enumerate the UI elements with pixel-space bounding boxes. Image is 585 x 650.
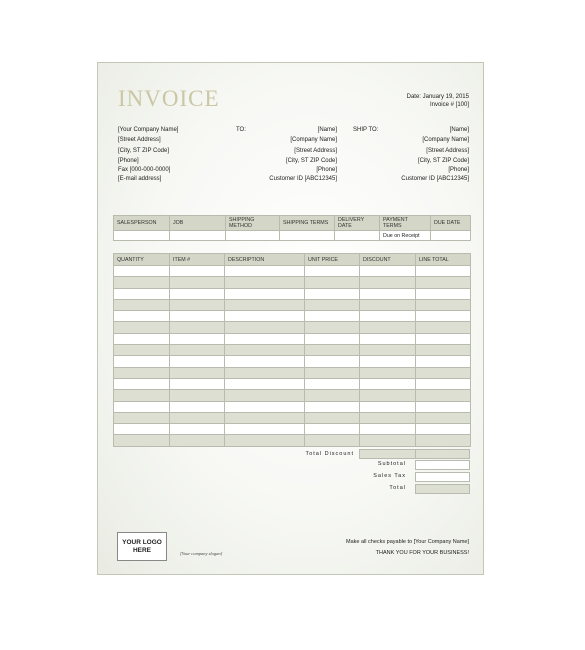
ship-to-company: [Company Name] xyxy=(422,137,469,143)
from-city: [City, ST ZIP Code] xyxy=(118,148,170,154)
total-discount-label: Total Discount xyxy=(305,451,354,457)
to-city: [City, ST ZIP Code] xyxy=(285,158,337,164)
table-row[interactable] xyxy=(114,299,471,310)
sales-tax-field[interactable] xyxy=(415,472,470,482)
to-name: [Name] xyxy=(317,127,337,133)
to-customer-id: Customer ID [ABC12345] xyxy=(269,176,337,182)
header-quantity: QUANTITY xyxy=(114,254,170,266)
to-phone: [Phone] xyxy=(316,167,337,173)
table-row[interactable] xyxy=(114,390,471,401)
header-description: DESCRIPTION xyxy=(225,254,305,266)
total-label: Total xyxy=(389,485,406,491)
to-company: [Company Name] xyxy=(290,137,337,143)
total-field[interactable] xyxy=(415,484,470,494)
header-salesperson: SALESPERSON xyxy=(114,216,170,231)
header-shipping-method: SHIPPING METHOD xyxy=(226,216,280,231)
table-row[interactable] xyxy=(114,367,471,378)
header-payment-terms: PAYMENT TERMS xyxy=(380,216,431,231)
header-line-total: LINE TOTAL xyxy=(416,254,471,266)
table-row[interactable] xyxy=(114,356,471,367)
order-info-table xyxy=(113,215,471,241)
table-row[interactable] xyxy=(114,378,471,389)
header-item-number: ITEM # xyxy=(170,254,225,266)
from-fax: Fax [000-000-0000] xyxy=(118,167,171,173)
invoice-date: Date: January 19, 2015 xyxy=(406,94,469,100)
table-row[interactable] xyxy=(114,266,471,277)
from-company-name: [Your Company Name] xyxy=(118,127,179,133)
ship-to-phone: [Phone] xyxy=(448,167,469,173)
ship-to-city: [City, ST ZIP Code] xyxy=(417,158,469,164)
table-row[interactable] xyxy=(114,345,471,356)
table-row[interactable] xyxy=(114,424,471,435)
header-unit-price: UNIT PRICE xyxy=(305,254,360,266)
table-row[interactable] xyxy=(114,333,471,344)
header-delivery-date: DELIVERY DATE xyxy=(335,216,380,231)
shipping-method-cell[interactable] xyxy=(226,231,280,241)
header-discount: DISCOUNT xyxy=(360,254,416,266)
table-row[interactable] xyxy=(114,435,471,446)
header-due-date: DUE DATE xyxy=(431,216,471,231)
table-row[interactable] xyxy=(114,322,471,333)
from-email: [E-mail address] xyxy=(118,176,162,182)
payment-terms-cell[interactable]: Due on Receipt xyxy=(380,231,431,241)
logo-line-2: HERE xyxy=(132,546,152,554)
ship-to-name: [Name] xyxy=(449,127,469,133)
subtotal-field[interactable] xyxy=(415,460,470,470)
from-street: [Street Address] xyxy=(118,137,161,143)
table-row[interactable] xyxy=(114,412,471,423)
header-job: JOB xyxy=(170,216,226,231)
invoice-page xyxy=(97,62,484,575)
to-street: [Street Address] xyxy=(294,148,337,154)
payable-note: Make all checks payable to [Your Company Name] xyxy=(346,539,469,545)
table-row[interactable] xyxy=(114,288,471,299)
total-discount-value-field[interactable] xyxy=(415,449,470,459)
ship-to-customer-id: Customer ID [ABC12345] xyxy=(401,176,469,182)
invoice-title: INVOICE xyxy=(118,86,220,111)
due-date-cell[interactable] xyxy=(431,231,471,241)
sales-tax-label: Sales Tax xyxy=(373,473,406,479)
ship-to-label: SHIP TO: xyxy=(353,127,379,133)
invoice-number: Invoice # [100] xyxy=(429,102,469,108)
header-shipping-terms: SHIPPING TERMS xyxy=(280,216,335,231)
table-row[interactable] xyxy=(114,311,471,322)
table-row[interactable] xyxy=(114,277,471,288)
subtotal-label: Subtotal xyxy=(377,461,406,467)
table-row[interactable] xyxy=(114,401,471,412)
thank-you-note: THANK YOU FOR YOUR BUSINESS! xyxy=(375,550,469,556)
company-slogan: [Your company slogan] xyxy=(180,551,223,556)
line-items-table xyxy=(113,253,471,447)
logo-line-1: YOUR LOGO xyxy=(122,538,162,546)
salesperson-cell[interactable] xyxy=(114,231,170,241)
total-discount-field[interactable] xyxy=(359,449,416,459)
logo-placeholder xyxy=(117,532,167,561)
delivery-date-cell[interactable] xyxy=(335,231,380,241)
shipping-terms-cell[interactable] xyxy=(280,231,335,241)
to-label: TO: xyxy=(236,127,246,133)
from-phone: [Phone] xyxy=(118,158,139,164)
job-cell[interactable] xyxy=(170,231,226,241)
ship-to-street: [Street Address] xyxy=(426,148,469,154)
